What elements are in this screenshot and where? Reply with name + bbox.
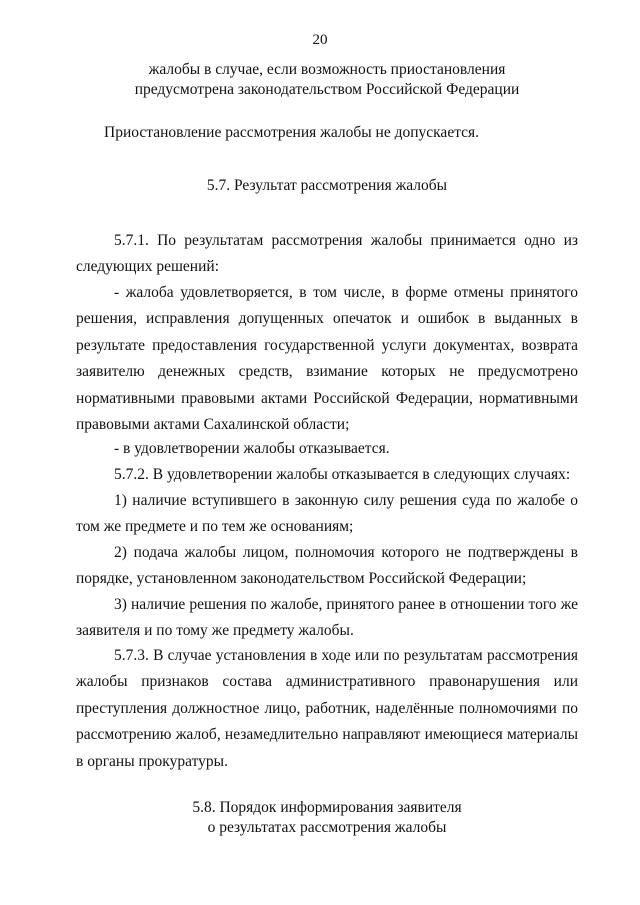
decision-denied: - в удовлетворении жалобы отказывается. [114,440,390,457]
case-2: 2) подача жалобы лицом, полномочия которого не подтверждены в порядке, установленном законодательством Российской Федерации; [76,544,578,588]
intro-line-1: жалобы в случае, если возможность приостановления [148,61,506,78]
section-5-8-title [76,798,578,838]
decision-satisfied: - жалоба удовлетворяется, в том числе, в форме отмены принятого решения, исправления допущенных опечаток и ошибок в выданных в результате предоставления государственной услуги документах, возврата заявителю денежных средств, взимание которых не предусмотрено нормативными правовыми актами Российской Федерации, нормативными правовыми актами Сахалинской области; [76,284,578,434]
case-1: 1) наличие вступившего в законную силу решения суда по жалобе о том же предмете и по тем же основаниям; [76,492,578,536]
suspension-note: Приостановление рассмотрения жалобы не допускается. [104,124,480,141]
paragraph-5-7-1: 5.7.1. По результатам рассмотрения жалобы принимается одно из следующих решений: [76,232,578,276]
section-5-8-title-line-2: о результатах рассмотрения жалобы [207,819,447,836]
page-number: 20 [312,32,328,48]
section-5-8-title-line-1: 5.8. Порядок информирования заявителя [192,799,462,816]
case-3: 3) наличие решения по жалобе, принятого ранее в отношении того же заявителя и по тому же предмету жалобы. [76,596,578,640]
intro-line-2: предусмотрена законодательством Российской Федерации [134,81,520,98]
paragraph-5-7-3: 5.7.3. В случае установления в ходе или по результатам рассмотрения жалобы признаков состава административного правонарушения или преступления должностное лицо, работник, наделённые полномочиями по рассмотрению жалоб, незамедлительно направляют имеющиеся материалы в органы прокуратуры. [76,647,578,770]
intro-text [76,60,578,100]
paragraph-5-7-2: 5.7.2. В удовлетворении жалобы отказывается в следующих случаях: [114,466,571,483]
section-5-7-title: 5.7. Результат рассмотрения жалобы [206,177,448,194]
